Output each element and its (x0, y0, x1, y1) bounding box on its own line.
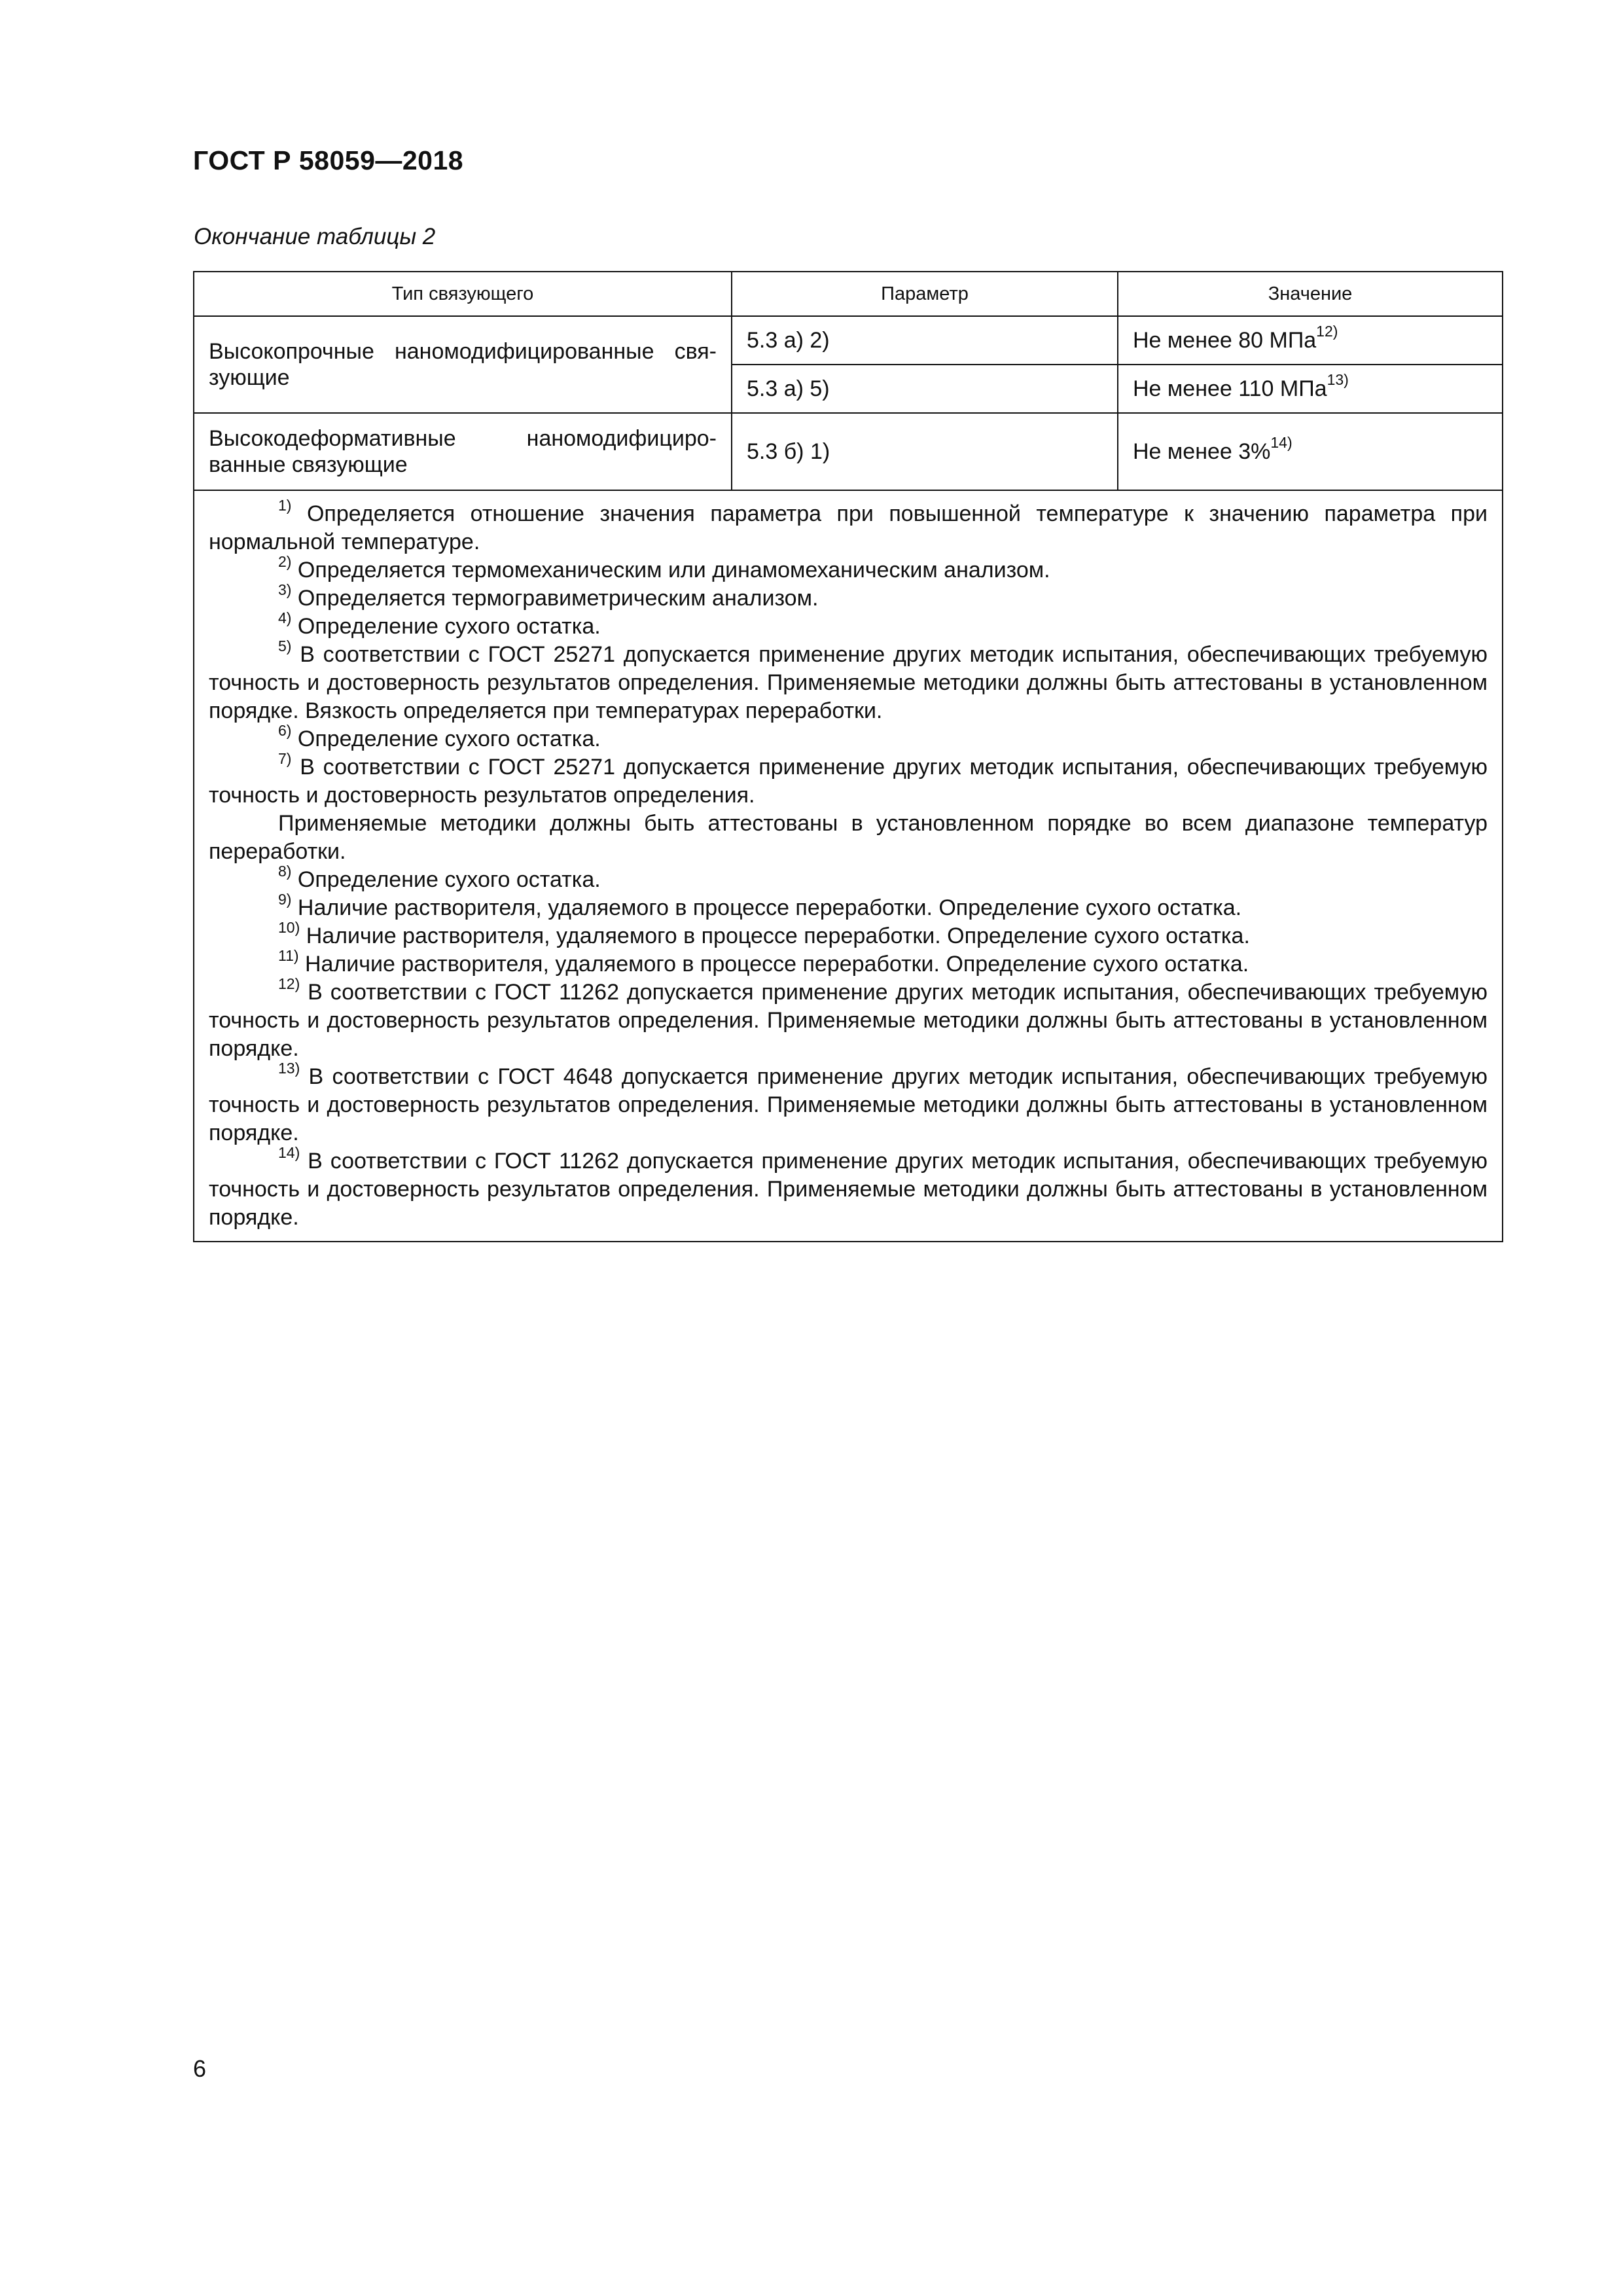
footnote (209, 946, 1488, 978)
footnote-mark: 13) (278, 1059, 300, 1077)
value-text: Не менее 80 МПа (1133, 327, 1317, 353)
table-caption: Окончание таблицы 2 (194, 224, 436, 249)
document-code: ГОСТ Р 58059—2018 (193, 145, 464, 175)
footnote (209, 721, 1488, 753)
value-cell (1118, 365, 1503, 413)
footnote-mark: 10) (278, 918, 300, 936)
footnote-text: Определяется термомеханическим или динамомеханическим анализом. (297, 558, 1050, 583)
footnote-text: В соответствии с ГОСТ 25271 допускается применение других методик испытания, обеспечивающих требуемую точность и достоверность результатов определения. Применяемые методики должны быть аттестованы в установленном порядке. Вязкость определяется при температурах переработки. (209, 642, 1488, 723)
footnote-ref: 12) (1316, 323, 1338, 340)
footnote-text: Наличие растворителя, удаляемого в процессе переработки. Определение сухого остатка. (297, 895, 1242, 920)
parameter-cell: 5.3 а) 5) (732, 365, 1118, 413)
footnote (209, 1143, 1488, 1232)
footnote (209, 749, 1488, 810)
footnote-mark: 9) (278, 890, 292, 908)
value-text: Не менее 110 МПа (1133, 376, 1327, 401)
footnote (209, 496, 1488, 556)
table-row (194, 316, 1503, 365)
binder-type-cell: Высокодеформативные наномодифицированные связующие (194, 413, 732, 490)
value-cell (1118, 316, 1503, 365)
footnote-continuation (209, 810, 1488, 866)
footnote-mark: 2) (278, 552, 292, 570)
table-header-row (194, 272, 1503, 316)
footnote (209, 975, 1488, 1063)
footnote-ref: 14) (1270, 434, 1293, 452)
page-number: 6 (193, 2055, 207, 2082)
parameter-cell: 5.3 б) 1) (732, 413, 1118, 490)
footnote-text: В соответствии с ГОСТ 11262 допускается применение других методик испытания, обеспечивающих требуемую точность и достоверность результатов определения. Применяемые методики должны быть аттестованы в установленном порядке. (209, 1149, 1488, 1230)
footnote-text: Наличие растворителя, удаляемого в процессе переработки. Определение сухого остатка. (306, 924, 1250, 948)
value-cell (1118, 413, 1503, 490)
footnote-mark: 8) (278, 862, 292, 880)
footnote-mark: 4) (278, 609, 292, 626)
footnote-mark: 14) (278, 1143, 300, 1161)
footnote (209, 918, 1488, 950)
footnote-text: Определение сухого остатка. (297, 867, 601, 892)
footnote-text: В соответствии с ГОСТ 4648 допускается применение других методик испытания, обеспечивающих требуемую точность и достоверность результатов определения. Применяемые методики должны быть аттестованы в установленном порядке. (209, 1064, 1488, 1145)
footnote (209, 609, 1488, 641)
table-footnotes (194, 490, 1503, 1242)
footnote (209, 581, 1488, 613)
footnote-mark: 6) (278, 721, 292, 739)
footnote-text: В соответствии с ГОСТ 11262 допускается применение других методик испытания, обеспечивающих требуемую точность и достоверность результатов определения. Применяемые методики должны быть аттестованы в установленном порядке. (209, 980, 1488, 1061)
footnote-mark: 7) (278, 749, 292, 767)
footnote (209, 862, 1488, 894)
parameter-cell: 5.3 а) 2) (732, 316, 1118, 365)
footnote-text: Применяемые методики должны быть аттестованы в установленном порядке во всем диапазоне температур переработки. (209, 811, 1488, 864)
requirements-table (193, 271, 1503, 1242)
footnote-mark: 11) (278, 946, 299, 964)
binder-type-cell: Высокопрочные наномодифицированные связующие (194, 316, 732, 413)
table-row (194, 413, 1503, 490)
footnote-text: Наличие растворителя, удаляемого в процессе переработки. Определение сухого остатка. (305, 952, 1249, 977)
footnote (209, 552, 1488, 584)
footnote-mark: 3) (278, 581, 292, 598)
column-header-type: Тип связующего (194, 272, 732, 316)
footnote (209, 890, 1488, 922)
footnote-text: В соответствии с ГОСТ 25271 допускается применение других методик испытания, обеспечивающих требуемую точность и достоверность результатов определения. (209, 755, 1488, 808)
footnote-text: Определяется отношение значения параметра при повышенной температуре к значению параметра при нормальной температуре. (209, 501, 1488, 554)
footnote-mark: 12) (278, 975, 300, 992)
footnote-mark: 5) (278, 637, 292, 655)
column-header-parameter: Параметр (732, 272, 1118, 316)
footnote (209, 1059, 1488, 1147)
footnote-ref: 13) (1327, 371, 1349, 389)
footnote-text: Определение сухого остатка. (297, 726, 601, 751)
value-text: Не менее 3% (1133, 439, 1271, 464)
table-notes-row (194, 490, 1503, 1242)
footnote (209, 637, 1488, 725)
footnote-mark: 1) (278, 496, 292, 514)
footnote-text: Определяется термогравиметрическим анализом. (297, 586, 819, 611)
column-header-value: Значение (1118, 272, 1503, 316)
footnote-text: Определение сухого остатка. (297, 614, 601, 639)
